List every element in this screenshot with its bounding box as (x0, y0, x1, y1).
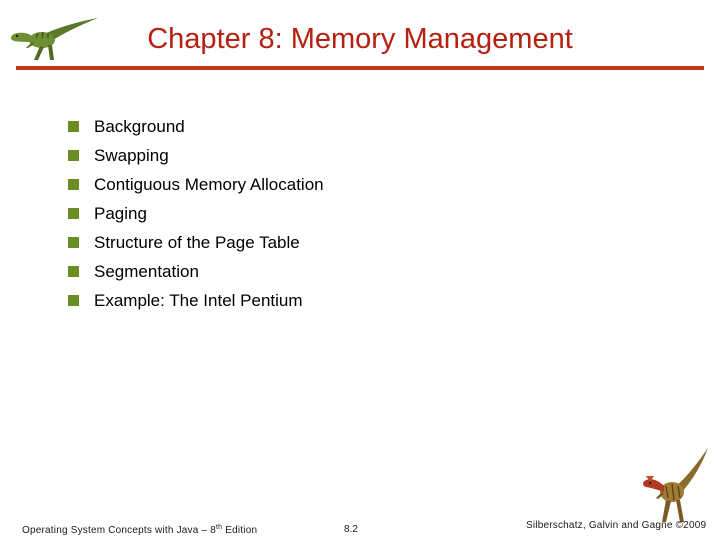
footer-book-prefix: Operating System Concepts with Java – 8 (22, 525, 217, 536)
bullet-square-icon (68, 295, 79, 306)
bullet-square-icon (68, 150, 79, 161)
list-item-text: Swapping (94, 145, 169, 165)
footer-book-superscript: th (216, 524, 223, 531)
footer-copyright: Silberschatz, Galvin and Gagne ©2009 (526, 520, 707, 531)
list-item-text: Example: The Intel Pentium (94, 290, 303, 310)
footer-book-title (22, 524, 257, 536)
bullet-square-icon (68, 266, 79, 277)
list-item (68, 228, 324, 257)
dinosaur-logo-top (6, 14, 100, 64)
bullet-square-icon (68, 208, 79, 219)
bullet-square-icon (68, 121, 79, 132)
list-item-text: Structure of the Page Table (94, 232, 300, 252)
bullet-list (68, 112, 324, 315)
list-item-text: Background (94, 116, 185, 136)
list-item-text: Paging (94, 203, 147, 223)
list-item-text: Contiguous Memory Allocation (94, 174, 324, 194)
slide-title: Chapter 8: Memory Management (147, 23, 573, 55)
title-underline (16, 66, 704, 70)
list-item (68, 199, 324, 228)
dinosaur-icon (636, 446, 710, 524)
dinosaur-logo-bottom (636, 446, 710, 524)
footer-book-suffix: Edition (222, 525, 258, 536)
bullet-square-icon (68, 237, 79, 248)
dinosaur-icon (6, 14, 100, 64)
list-item (68, 112, 324, 141)
footer-page-number: 8.2 (344, 524, 358, 535)
list-item-text: Segmentation (94, 261, 199, 281)
list-item (68, 286, 324, 315)
list-item (68, 141, 324, 170)
bullet-square-icon (68, 179, 79, 190)
list-item (68, 170, 324, 199)
list-item (68, 257, 324, 286)
